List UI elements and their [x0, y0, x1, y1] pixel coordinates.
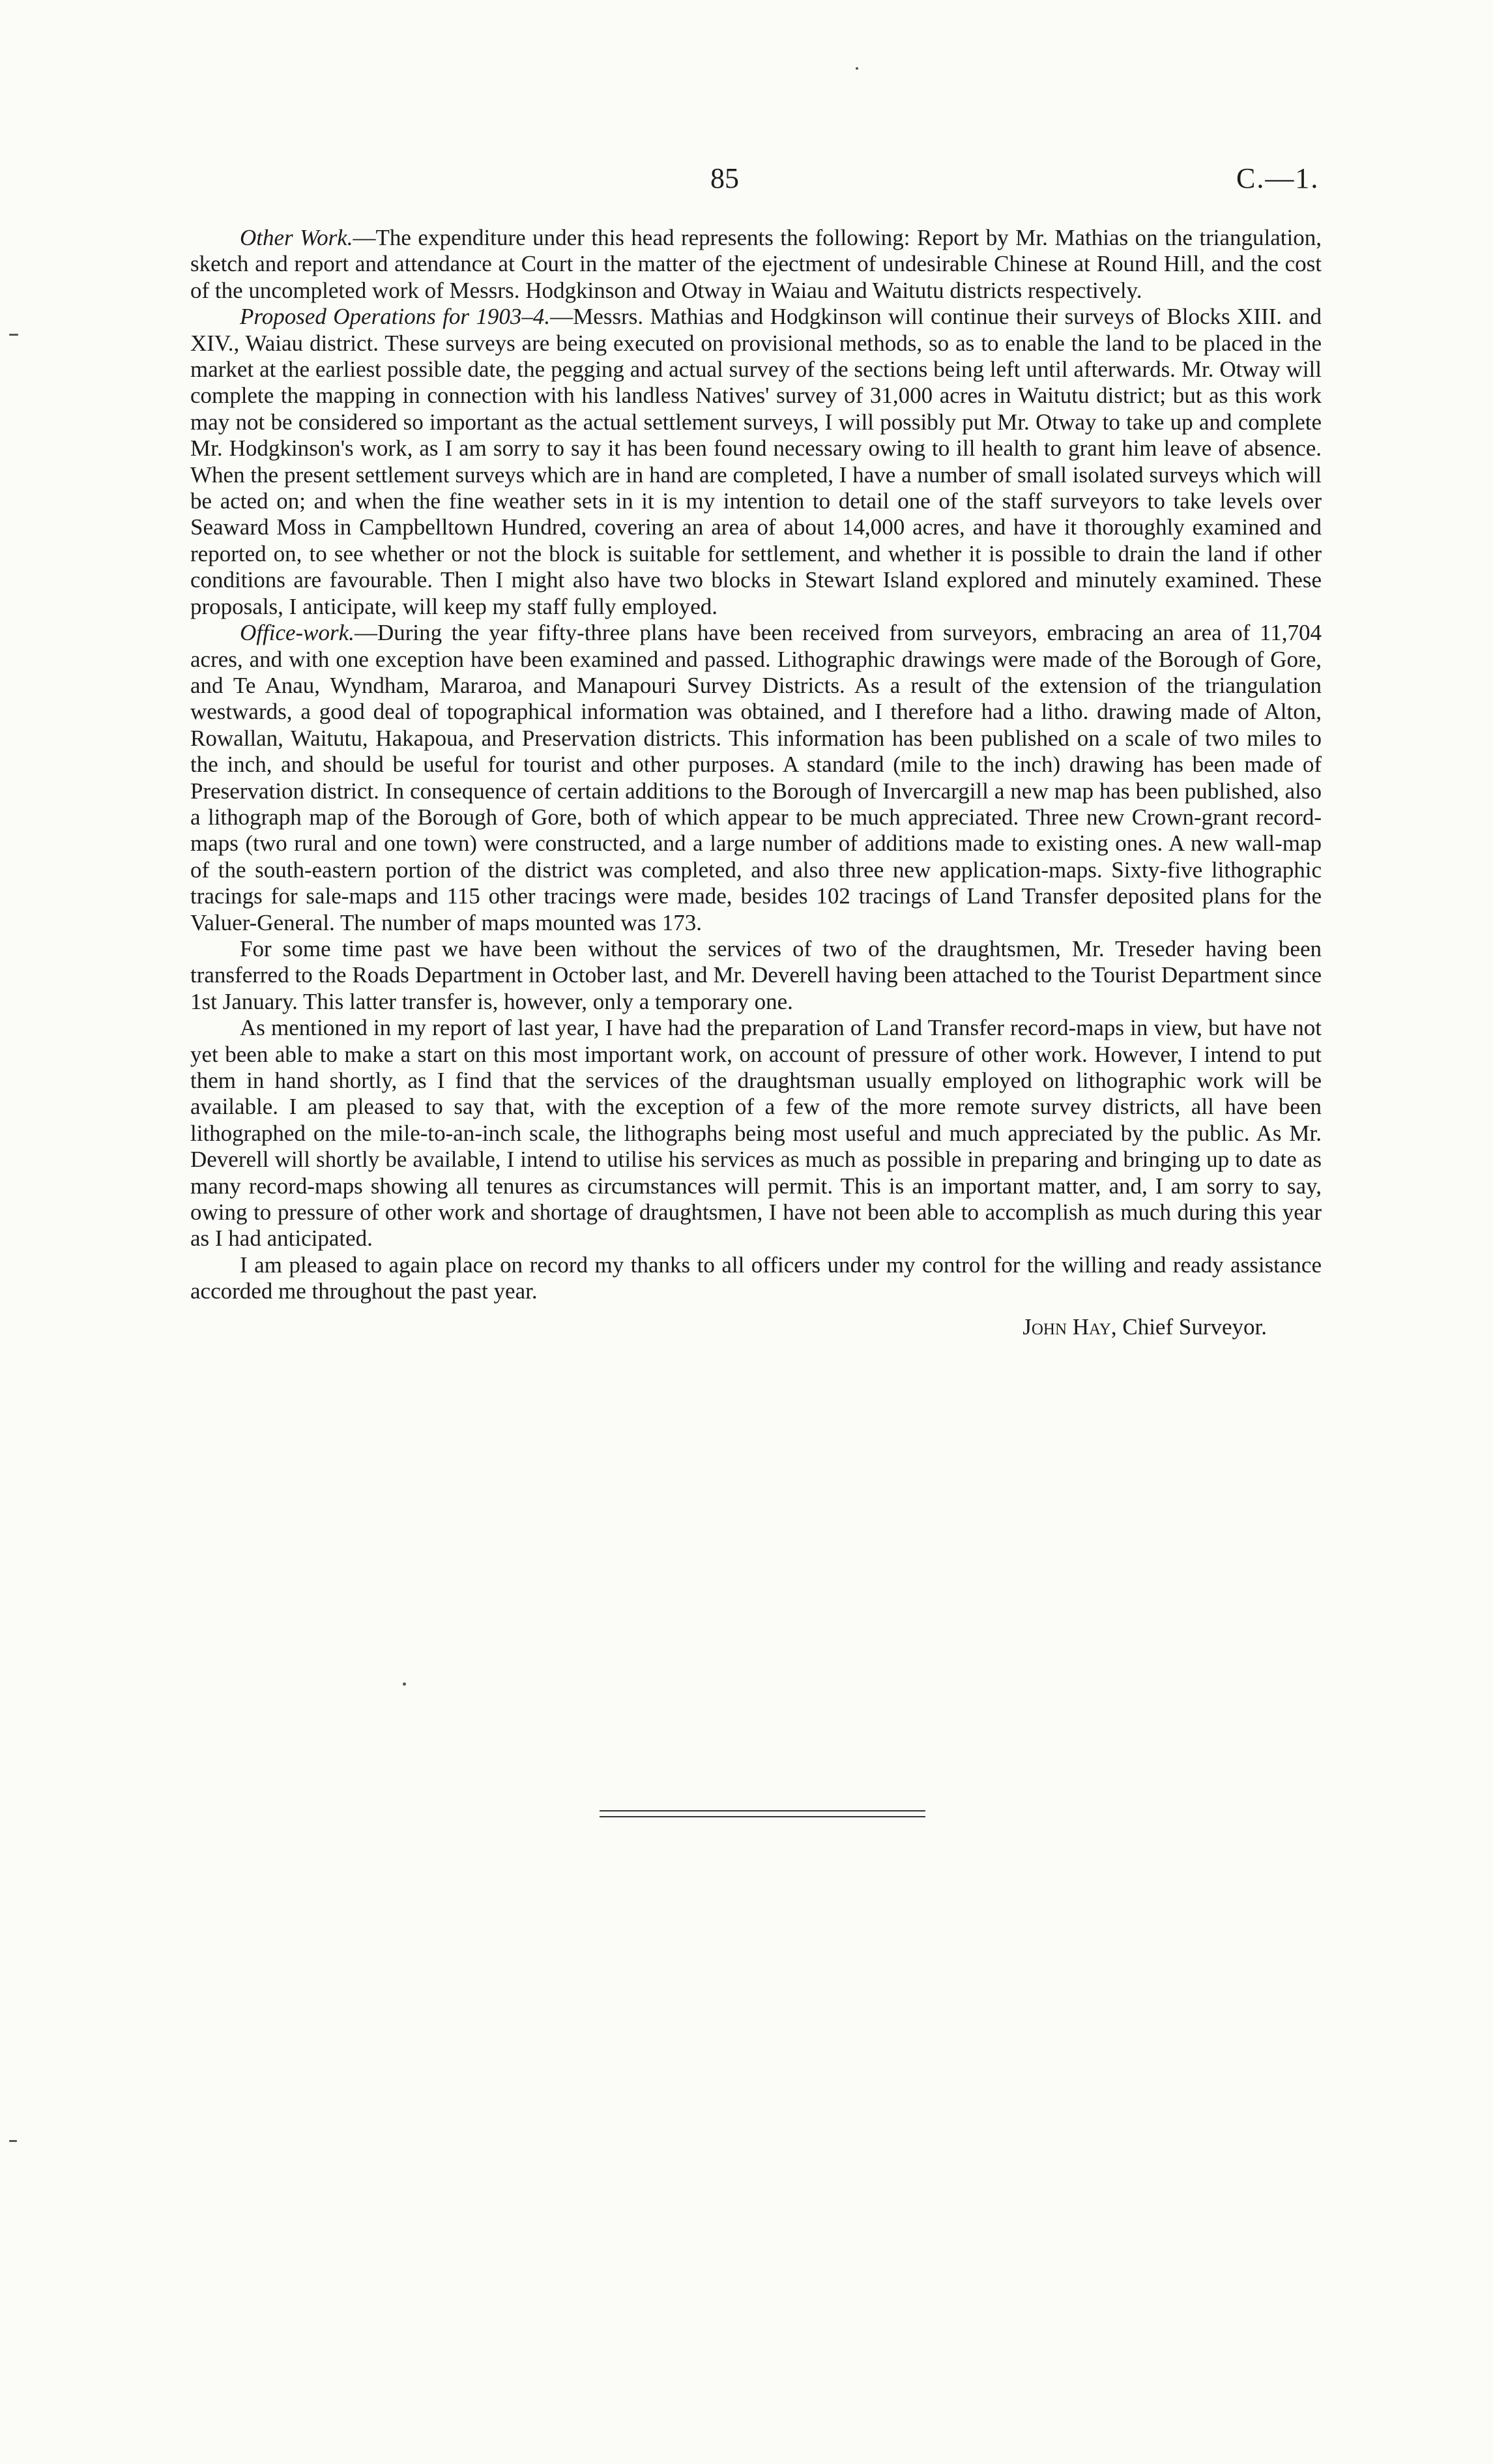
signature-title: , Chief Surveyor. [1110, 1313, 1267, 1340]
text-other-work: —The expenditure under this head represents the following: Report by Mr. Mathias on the triangulation, sketch and report and attendance at Court in the matter of the ejectment of undesirable Chinese at Round Hill, and the cost of the uncompleted work of Messrs. Hodgkinson and Otway in Waiau and Waitutu districts respectively. [190, 225, 1322, 303]
paragraph-draughtsmen: For some time past we have been without the services of two of the draughtsmen, Mr. Treseder having been transferred to the Roads Department in October last, and Mr. Deverell having been attached to the Tourist Department since 1st January. This latter transfer is, however, only a temporary one. [190, 935, 1322, 1014]
end-rule-bottom [600, 1816, 925, 1817]
page-number: 85 [710, 162, 739, 194]
report-body [190, 225, 1322, 1340]
heading-proposed-operations: Proposed Operations for 1903–4. [240, 304, 551, 330]
document-code: C.—1. [1236, 162, 1320, 194]
margin-mark [9, 334, 18, 336]
paragraph-thanks: I am pleased to again place on record my thanks to all officers under my control for the willing and ready assistance accorded me throughout the past year. [190, 1252, 1322, 1304]
paragraph-office-work [190, 620, 1322, 936]
paragraph-other-work [190, 225, 1322, 304]
text-office-work: —During the year fifty-three plans have been received from surveyors, embracing an area of 11,704 acres, and with one exception have been examined and passed. Lithographic drawings were made of the Borough of Gore, and Te Anau, Wyndham, Mararoa, and Manapouri Survey Districts. As a result of the extension of the triangulation westwards, a good deal of topographical information was obtained, and I therefore had a litho. drawing made of Alton, Rowallan, Waitutu, Hakapoua, and Preservation districts. This information has been published on a scale of two miles to the inch, and should be useful for tourist and other purposes. A standard (mile to the inch) drawing has been made of Preservation district. In consequence of certain additions to the Borough of Invercargill a new map has been published, also a lithograph map of the Borough of Gore, both of which appear to be much appreciated. Three new Crown-grant record-maps (two rural and one town) were constructed, and a large number of additions made to existing ones. A new wall-map of the south-eastern portion of the district was completed, and also three new application-maps. Sixty-five lithographic tracings for sale-maps and 115 other tracings were made, besides 102 tracings of Land Transfer deposited plans for the Valuer-General. The number of maps mounted was 173. [190, 620, 1322, 935]
end-rule-top [600, 1810, 925, 1811]
signature-name: John Hay [1022, 1313, 1111, 1340]
page-speck [403, 1682, 406, 1686]
page-speck [856, 67, 858, 70]
margin-mark [9, 2140, 17, 2142]
text-proposed-operations: —Messrs. Mathias and Hodgkinson will continue their surveys of Blocks XIII. and XIV., Waiau district. These surveys are being executed on provisional methods, so as to enable the land to be placed in the market at the earliest possible date, the pegging and actual survey of the sections being left until afterwards. Mr. Otway will complete the mapping in connection with his landless Natives' survey of 31,000 acres in Waitutu district; but as this work may not be considered so important as the actual settlement surveys, I will possibly put Mr. Otway to take up and complete Mr. Hodgkinson's work, as I am sorry to say it has been found necessary owing to ill health to grant him leave of absence. When the present settlement surveys which are in hand are completed, I have a number of small isolated surveys which will be acted on; and when the fine weather sets in it is my intention to detail one of the staff surveyors to take levels over Seaward Moss in Campbelltown Hundred, covering an area of about 14,000 acres, and have it thoroughly examined and reported on, to see whether or not the block is suitable for settlement, and whether it is possible to drain the land if other conditions are favourable. Then I might also have two blocks in Stewart Island explored and minutely examined. These proposals, I anticipate, will keep my staff fully employed. [190, 304, 1322, 619]
heading-other-work: Other Work. [240, 225, 353, 250]
paragraph-proposed-operations [190, 304, 1322, 620]
signature [190, 1314, 1322, 1340]
paragraph-record-maps: As mentioned in my report of last year, I have had the preparation of Land Transfer record-maps in view, but have not yet been able to make a start on this most important work, on account of pressure of other work. However, I intend to put them in hand shortly, as I find that the services of the draughtsman usually employed on lithographic work will be available. I am pleased to say that, with the exception of a few of the more remote survey districts, all have been lithographed on the mile-to-an-inch scale, the lithographs being most useful and much appreciated by the public. As Mr. Deverell will shortly be available, I intend to utilise his services as much as possible in preparing and bringing up to date as many record-maps showing all tenures as circumstances will permit. This is an important matter, and, I am sorry to say, owing to pressure of other work and shortage of draughtsmen, I have not been able to accomplish as much during this year as I had anticipated. [190, 1015, 1322, 1252]
heading-office-work: Office-work. [240, 620, 355, 646]
